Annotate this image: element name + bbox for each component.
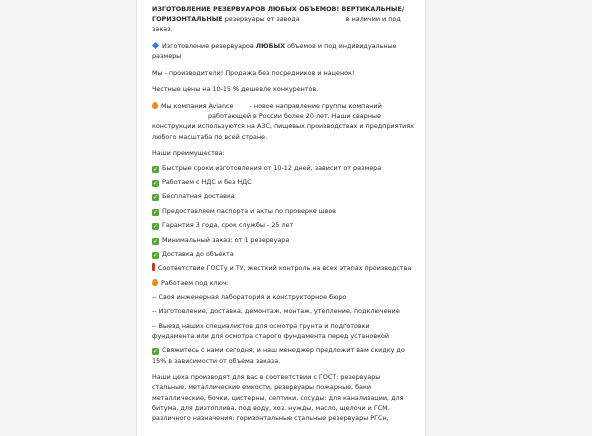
turnkey-item: -- Выезд наших специалистов для осмотра грунта и подготовки фундамента или для осмотра старого фундамента перед установкой: [152, 321, 390, 341]
heading-rest-b: в наличии и под заказ.: [152, 15, 401, 34]
check-mark-icon: ✓: [152, 223, 159, 231]
fire-icon: [152, 279, 158, 286]
advantage-item: [152, 249, 414, 259]
intro-bold: ЛЮБЫХ: [255, 42, 286, 50]
check-mark-icon: ✓: [152, 179, 159, 187]
description-text: [152, 4, 414, 423]
heading-bold: ИЗГОТОВЛЕНИЕ РЕЗЕРВУАРОВ ЛЮБЫХ ОБЪЕМОВ! ВЕРТИКАЛЬНЫЕ/ ГОРИЗОНТАЛЬНЫЕ: [152, 5, 405, 24]
turnkey-title-text: Работаем под ключ:: [161, 278, 229, 287]
gost-line: [152, 263, 414, 273]
turnkey-item: -- Изготовление, доставка, демонтаж, монтаж, утепление, подключение: [152, 307, 400, 316]
blue-diamond-icon: [152, 42, 159, 49]
company-text-b: - новое направление группы компаний: [249, 101, 382, 110]
check-mark-icon: ✓: [152, 237, 159, 245]
heading-rest-a: резервуары от завода: [224, 15, 300, 24]
red-rectangle-icon: [152, 263, 155, 271]
production-line: Наши цеха производят для вас в соответствии с ГОСТ: резервуары стальные, металлические емкости, резервуары пожарные, баки металлические, бочки, цистерны, септики, сосуды: для канализации, для битума, для дизтоплива, под воду, хоз. нужды, масло, щелочи и ГСМ, различного назначения: горизонтальные стальные резервуары РГСн,: [152, 373, 404, 423]
advantage-item: [152, 163, 414, 173]
check-mark-icon: ✓: [152, 251, 159, 259]
intro-text-b: объемов и под индивидуальные размеры: [152, 42, 397, 61]
check-mark-icon: ✓: [152, 194, 159, 202]
turnkey-item: -- Своя инженерная лаборатория и конструкторное бюро: [152, 293, 347, 302]
check-mark-icon: ✓: [152, 208, 159, 216]
intro-line: [152, 41, 414, 61]
turnkey-title: [152, 278, 414, 288]
fire-icon: [152, 102, 158, 109]
advantage-item: [152, 235, 414, 245]
advantage-text: Минимальный заказ: от 1 резервуара: [162, 235, 290, 244]
contact-line: [152, 345, 414, 365]
advantage-item: [152, 220, 414, 230]
advantage-item: [152, 206, 414, 216]
heading: [152, 4, 414, 35]
advantage-text: Предоставляем паспорта и акты по проверке швов: [162, 206, 337, 215]
company-text-a: Мы компания Aviance: [161, 101, 234, 110]
company-text-c: работающей в России более 20 лет. Наши сварные конструкции используются на АЗС, пищевых производствах и предприятиях любого масштаба по всей стране.: [152, 112, 414, 141]
advantage-text: Гарантия 3 года, срок службы - 25 лет: [162, 221, 294, 230]
advantage-text: Доставка до объекта: [162, 249, 234, 258]
advantage-text: Быстрые сроки изготовления от 10-12 дней, зависит от размера: [162, 163, 382, 172]
contact-text: Свяжитесь с нами сегодня, и наш менеджер предложит вам скидку до 15% в зависимости от объема заказа.: [152, 346, 405, 365]
gost-text: Соответствие ГОСТу и ТУ, жесткий контроль на всех этапах производства: [158, 264, 412, 273]
company-line: [152, 101, 414, 142]
advantage-text: Работаем с НДС и без НДС: [162, 177, 252, 186]
intro-text-a: Изготовление резервуаров: [162, 42, 254, 50]
check-mark-icon: ✓: [152, 348, 159, 356]
prices-line: Честные цены на 10-15 % дешевле конкурентов.: [152, 85, 319, 94]
check-mark-icon: ✓: [152, 165, 159, 173]
advantage-item: [152, 177, 414, 187]
listing-description-panel: [136, 0, 426, 436]
advantage-item: [152, 191, 414, 201]
producers-line: Мы - производители! Продажа без посредников и наценок!: [152, 68, 355, 77]
advantage-text: Бесплатная доставка: [162, 192, 235, 201]
advantages-title: Наши преимущества:: [152, 149, 225, 158]
